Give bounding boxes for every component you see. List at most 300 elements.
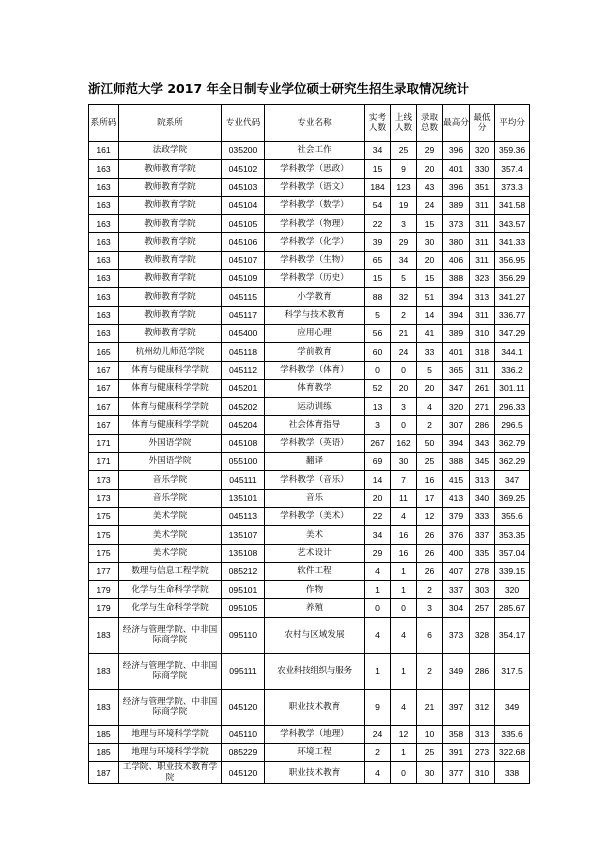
column-header-examinees: 实考人数 (365, 105, 391, 142)
dept-code-cell: 185 (89, 725, 119, 743)
major-code-cell: 045111 (222, 471, 265, 489)
dept-code-cell: 163 (89, 196, 119, 214)
min-score-cell: 320 (470, 142, 495, 160)
major-name-cell: 软件工程 (265, 562, 365, 580)
major-name-cell: 科学与技术教育 (265, 306, 365, 324)
qualified-cell: 123 (391, 178, 417, 196)
column-header-qualified: 上线人数 (391, 105, 417, 142)
min-score-cell: 337 (470, 526, 495, 544)
dept-code-cell: 187 (89, 762, 119, 784)
column-header-department: 院系所 (119, 105, 222, 142)
min-score-cell: 303 (470, 581, 495, 599)
department-cell: 美术学院 (119, 526, 222, 544)
max-score-cell: 349 (443, 653, 470, 689)
major-code-cell: 085229 (222, 744, 265, 762)
min-score-cell: 323 (470, 270, 495, 288)
major-code-cell: 045202 (222, 398, 265, 416)
min-score-cell: 351 (470, 178, 495, 196)
admitted-cell: 4 (417, 398, 443, 416)
min-score-cell: 286 (470, 416, 495, 434)
qualified-cell: 19 (391, 196, 417, 214)
department-cell: 音乐学院 (119, 471, 222, 489)
examinees-cell: 184 (365, 178, 391, 196)
major-name-cell: 学科教学（数学） (265, 196, 365, 214)
major-name-cell: 翻译 (265, 453, 365, 471)
min-score-cell: 257 (470, 599, 495, 617)
qualified-cell: 0 (391, 416, 417, 434)
examinees-cell: 56 (365, 324, 391, 342)
max-score-cell: 401 (443, 160, 470, 178)
major-code-cell: 045105 (222, 215, 265, 233)
qualified-cell: 4 (391, 617, 417, 653)
dept-code-cell: 179 (89, 599, 119, 617)
dept-code-cell: 177 (89, 562, 119, 580)
min-score-cell: 340 (470, 489, 495, 507)
major-name-cell: 学前教育 (265, 343, 365, 361)
admitted-cell: 15 (417, 270, 443, 288)
major-code-cell: 045110 (222, 725, 265, 743)
qualified-cell: 1 (391, 653, 417, 689)
major-name-cell: 社会体育指导 (265, 416, 365, 434)
min-score-cell: 273 (470, 744, 495, 762)
table-row (89, 689, 530, 725)
admitted-cell: 2 (417, 653, 443, 689)
department-cell: 体育与健康科学学院 (119, 379, 222, 397)
department-cell: 地理与环境科学学院 (119, 744, 222, 762)
max-score-cell: 347 (443, 379, 470, 397)
department-cell: 化学与生命科学学院 (119, 599, 222, 617)
table-row (89, 398, 530, 416)
max-score-cell: 391 (443, 744, 470, 762)
examinees-cell: 4 (365, 617, 391, 653)
major-name-cell: 学科教学（体育） (265, 361, 365, 379)
table-row (89, 142, 530, 160)
max-score-cell: 373 (443, 617, 470, 653)
max-score-cell: 396 (443, 142, 470, 160)
admitted-cell: 20 (417, 160, 443, 178)
examinees-cell: 14 (365, 471, 391, 489)
dept-code-cell: 163 (89, 233, 119, 251)
department-cell: 音乐学院 (119, 489, 222, 507)
max-score-cell: 400 (443, 544, 470, 562)
department-cell: 美术学院 (119, 507, 222, 525)
avg-score-cell: 343.57 (495, 215, 530, 233)
qualified-cell: 30 (391, 453, 417, 471)
avg-score-cell: 344.1 (495, 343, 530, 361)
qualified-cell: 3 (391, 215, 417, 233)
admitted-cell: 25 (417, 744, 443, 762)
major-code-cell: 045117 (222, 306, 265, 324)
avg-score-cell: 296.5 (495, 416, 530, 434)
admitted-cell: 29 (417, 142, 443, 160)
table-row (89, 160, 530, 178)
min-score-cell: 310 (470, 324, 495, 342)
min-score-cell: 313 (470, 471, 495, 489)
qualified-cell: 34 (391, 251, 417, 269)
table-row (89, 434, 530, 452)
min-score-cell: 311 (470, 215, 495, 233)
qualified-cell: 4 (391, 689, 417, 725)
admitted-cell: 30 (417, 762, 443, 784)
dept-code-cell: 175 (89, 507, 119, 525)
column-header-major-name: 专业名称 (265, 105, 365, 142)
department-cell: 体育与健康科学学院 (119, 398, 222, 416)
examinees-cell: 3 (365, 416, 391, 434)
avg-score-cell: 362.79 (495, 434, 530, 452)
min-score-cell: 278 (470, 562, 495, 580)
min-score-cell: 311 (470, 196, 495, 214)
qualified-cell: 21 (391, 324, 417, 342)
min-score-cell: 313 (470, 725, 495, 743)
examinees-cell: 0 (365, 599, 391, 617)
department-cell: 教师教育学院 (119, 270, 222, 288)
avg-score-cell: 357.4 (495, 160, 530, 178)
max-score-cell: 379 (443, 507, 470, 525)
dept-code-cell: 175 (89, 526, 119, 544)
min-score-cell: 311 (470, 306, 495, 324)
table-row (89, 251, 530, 269)
admitted-cell: 10 (417, 725, 443, 743)
min-score-cell: 261 (470, 379, 495, 397)
avg-score-cell: 320 (495, 581, 530, 599)
table-row (89, 196, 530, 214)
department-cell: 经济与管理学院、中非国际商学院 (119, 653, 222, 689)
avg-score-cell: 296.33 (495, 398, 530, 416)
examinees-cell: 15 (365, 270, 391, 288)
avg-score-cell: 356.29 (495, 270, 530, 288)
qualified-cell: 5 (391, 270, 417, 288)
max-score-cell: 396 (443, 178, 470, 196)
min-score-cell: 328 (470, 617, 495, 653)
qualified-cell: 16 (391, 544, 417, 562)
department-cell: 经济与管理学院、中非国际商学院 (119, 689, 222, 725)
dept-code-cell: 163 (89, 306, 119, 324)
department-cell: 教师教育学院 (119, 233, 222, 251)
qualified-cell: 7 (391, 471, 417, 489)
table-row (89, 744, 530, 762)
avg-score-cell: 341.58 (495, 196, 530, 214)
dept-code-cell: 183 (89, 617, 119, 653)
table-row (89, 471, 530, 489)
examinees-cell: 29 (365, 544, 391, 562)
examinees-cell: 1 (365, 581, 391, 599)
major-name-cell: 学科教学（美术） (265, 507, 365, 525)
dept-code-cell: 167 (89, 379, 119, 397)
max-score-cell: 413 (443, 489, 470, 507)
max-score-cell: 401 (443, 343, 470, 361)
major-name-cell: 艺术设计 (265, 544, 365, 562)
table-row (89, 324, 530, 342)
major-name-cell: 职业技术教育 (265, 689, 365, 725)
admitted-cell: 5 (417, 361, 443, 379)
admission-statistics-table (88, 104, 530, 784)
min-score-cell: 335 (470, 544, 495, 562)
examinees-cell: 267 (365, 434, 391, 452)
department-cell: 数理与信息工程学院 (119, 562, 222, 580)
dept-code-cell: 179 (89, 581, 119, 599)
department-cell: 教师教育学院 (119, 178, 222, 196)
examinees-cell: 20 (365, 489, 391, 507)
major-code-cell: 045204 (222, 416, 265, 434)
avg-score-cell: 359.36 (495, 142, 530, 160)
department-cell: 杭州幼儿师范学院 (119, 343, 222, 361)
table-row (89, 526, 530, 544)
table-row (89, 453, 530, 471)
avg-score-cell: 357.04 (495, 544, 530, 562)
qualified-cell: 4 (391, 507, 417, 525)
major-code-cell: 095110 (222, 617, 265, 653)
examinees-cell: 0 (365, 361, 391, 379)
max-score-cell: 373 (443, 215, 470, 233)
dept-code-cell: 173 (89, 471, 119, 489)
major-code-cell: 045400 (222, 324, 265, 342)
max-score-cell: 388 (443, 270, 470, 288)
department-cell: 经济与管理学院、中非国际商学院 (119, 617, 222, 653)
table-body (89, 142, 530, 784)
major-name-cell: 农业科技组织与服务 (265, 653, 365, 689)
max-score-cell: 389 (443, 324, 470, 342)
max-score-cell: 394 (443, 288, 470, 306)
qualified-cell: 12 (391, 725, 417, 743)
min-score-cell: 312 (470, 689, 495, 725)
major-code-cell: 045102 (222, 160, 265, 178)
table-row (89, 288, 530, 306)
major-name-cell: 运动训练 (265, 398, 365, 416)
department-cell: 教师教育学院 (119, 160, 222, 178)
admitted-cell: 43 (417, 178, 443, 196)
min-score-cell: 345 (470, 453, 495, 471)
dept-code-cell: 183 (89, 689, 119, 725)
table-row (89, 653, 530, 689)
major-code-cell: 095105 (222, 599, 265, 617)
max-score-cell: 407 (443, 562, 470, 580)
department-cell: 教师教育学院 (119, 251, 222, 269)
examinees-cell: 2 (365, 744, 391, 762)
qualified-cell: 1 (391, 562, 417, 580)
admitted-cell: 30 (417, 233, 443, 251)
column-header-max-score: 最高分 (443, 105, 470, 142)
admitted-cell: 26 (417, 526, 443, 544)
min-score-cell: 311 (470, 251, 495, 269)
max-score-cell: 394 (443, 306, 470, 324)
max-score-cell: 380 (443, 233, 470, 251)
major-code-cell: 045108 (222, 434, 265, 452)
admitted-cell: 33 (417, 343, 443, 361)
dept-code-cell: 175 (89, 544, 119, 562)
examinees-cell: 22 (365, 215, 391, 233)
max-score-cell: 304 (443, 599, 470, 617)
major-code-cell: 095111 (222, 653, 265, 689)
admitted-cell: 50 (417, 434, 443, 452)
major-name-cell: 环境工程 (265, 744, 365, 762)
major-code-cell: 035200 (222, 142, 265, 160)
min-score-cell: 271 (470, 398, 495, 416)
major-name-cell: 学科教学（英语） (265, 434, 365, 452)
max-score-cell: 394 (443, 434, 470, 452)
table-row (89, 762, 530, 784)
department-cell: 法政学院 (119, 142, 222, 160)
admitted-cell: 25 (417, 453, 443, 471)
major-code-cell: 135107 (222, 526, 265, 544)
avg-score-cell: 347.29 (495, 324, 530, 342)
max-score-cell: 389 (443, 196, 470, 214)
examinees-cell: 13 (365, 398, 391, 416)
column-header-admitted: 录取总数 (417, 105, 443, 142)
table-row (89, 416, 530, 434)
dept-code-cell: 183 (89, 653, 119, 689)
min-score-cell: 333 (470, 507, 495, 525)
avg-score-cell: 301.11 (495, 379, 530, 397)
major-code-cell: 055100 (222, 453, 265, 471)
dept-code-cell: 163 (89, 324, 119, 342)
major-name-cell: 学科教学（语文） (265, 178, 365, 196)
avg-score-cell: 369.25 (495, 489, 530, 507)
examinees-cell: 9 (365, 689, 391, 725)
qualified-cell: 11 (391, 489, 417, 507)
dept-code-cell: 167 (89, 361, 119, 379)
major-code-cell: 045107 (222, 251, 265, 269)
min-score-cell: 311 (470, 233, 495, 251)
max-score-cell: 376 (443, 526, 470, 544)
document-title: 浙江师范大学 2017 年全日制专业学位硕士研究生招生录取情况统计 (88, 81, 469, 96)
admitted-cell: 20 (417, 379, 443, 397)
column-header-major-code: 专业代码 (222, 105, 265, 142)
table-row (89, 617, 530, 653)
table-row (89, 361, 530, 379)
min-score-cell: 318 (470, 343, 495, 361)
max-score-cell: 415 (443, 471, 470, 489)
dept-code-cell: 171 (89, 453, 119, 471)
avg-score-cell: 356.95 (495, 251, 530, 269)
table-row (89, 489, 530, 507)
qualified-cell: 16 (391, 526, 417, 544)
major-code-cell: 045109 (222, 270, 265, 288)
admitted-cell: 2 (417, 416, 443, 434)
department-cell: 教师教育学院 (119, 306, 222, 324)
qualified-cell: 0 (391, 361, 417, 379)
department-cell: 美术学院 (119, 544, 222, 562)
avg-score-cell: 355.6 (495, 507, 530, 525)
qualified-cell: 3 (391, 398, 417, 416)
qualified-cell: 24 (391, 343, 417, 361)
major-name-cell: 社会工作 (265, 142, 365, 160)
avg-score-cell: 336.2 (495, 361, 530, 379)
avg-score-cell: 341.33 (495, 233, 530, 251)
dept-code-cell: 163 (89, 215, 119, 233)
department-cell: 教师教育学院 (119, 196, 222, 214)
dept-code-cell: 163 (89, 178, 119, 196)
min-score-cell: 330 (470, 160, 495, 178)
admitted-cell: 20 (417, 251, 443, 269)
table-row (89, 599, 530, 617)
table-row (89, 507, 530, 525)
min-score-cell: 343 (470, 434, 495, 452)
major-code-cell: 045106 (222, 233, 265, 251)
min-score-cell: 310 (470, 762, 495, 784)
qualified-cell: 29 (391, 233, 417, 251)
avg-score-cell: 354.17 (495, 617, 530, 653)
major-name-cell: 农村与区域发展 (265, 617, 365, 653)
avg-score-cell: 347 (495, 471, 530, 489)
dept-code-cell: 171 (89, 434, 119, 452)
examinees-cell: 24 (365, 725, 391, 743)
major-name-cell: 作物 (265, 581, 365, 599)
examinees-cell: 54 (365, 196, 391, 214)
admitted-cell: 51 (417, 288, 443, 306)
max-score-cell: 320 (443, 398, 470, 416)
avg-score-cell: 353.35 (495, 526, 530, 544)
avg-score-cell: 336.77 (495, 306, 530, 324)
department-cell: 体育与健康科学学院 (119, 361, 222, 379)
department-cell: 工学院、职业技术教育学院 (119, 762, 222, 784)
admitted-cell: 3 (417, 599, 443, 617)
admitted-cell: 26 (417, 544, 443, 562)
major-code-cell: 095101 (222, 581, 265, 599)
dept-code-cell: 173 (89, 489, 119, 507)
table-header-row (89, 105, 530, 142)
table-row (89, 562, 530, 580)
avg-score-cell: 349 (495, 689, 530, 725)
qualified-cell: 0 (391, 599, 417, 617)
dept-code-cell: 167 (89, 398, 119, 416)
examinees-cell: 52 (365, 379, 391, 397)
department-cell: 教师教育学院 (119, 215, 222, 233)
max-score-cell: 358 (443, 725, 470, 743)
column-header-dept-code: 系所码 (89, 105, 119, 142)
table-row (89, 725, 530, 743)
table-row (89, 306, 530, 324)
major-name-cell: 美术 (265, 526, 365, 544)
major-name-cell: 音乐 (265, 489, 365, 507)
table-row (89, 343, 530, 361)
max-score-cell: 406 (443, 251, 470, 269)
qualified-cell: 25 (391, 142, 417, 160)
admitted-cell: 2 (417, 581, 443, 599)
examinees-cell: 15 (365, 160, 391, 178)
avg-score-cell: 317.5 (495, 653, 530, 689)
major-name-cell: 小学教育 (265, 288, 365, 306)
examinees-cell: 4 (365, 762, 391, 784)
table-row (89, 544, 530, 562)
major-code-cell: 045112 (222, 361, 265, 379)
table-row (89, 270, 530, 288)
department-cell: 教师教育学院 (119, 324, 222, 342)
department-cell: 体育与健康科学学院 (119, 416, 222, 434)
admitted-cell: 14 (417, 306, 443, 324)
examinees-cell: 69 (365, 453, 391, 471)
major-code-cell: 045120 (222, 762, 265, 784)
admitted-cell: 16 (417, 471, 443, 489)
qualified-cell: 1 (391, 744, 417, 762)
max-score-cell: 388 (443, 453, 470, 471)
avg-score-cell: 335.6 (495, 725, 530, 743)
dept-code-cell: 167 (89, 416, 119, 434)
major-code-cell: 045115 (222, 288, 265, 306)
examinees-cell: 4 (365, 562, 391, 580)
dept-code-cell: 163 (89, 270, 119, 288)
major-code-cell: 045118 (222, 343, 265, 361)
major-code-cell: 085212 (222, 562, 265, 580)
major-name-cell: 养殖 (265, 599, 365, 617)
major-name-cell: 职业技术教育 (265, 762, 365, 784)
major-code-cell: 045103 (222, 178, 265, 196)
admitted-cell: 6 (417, 617, 443, 653)
examinees-cell: 88 (365, 288, 391, 306)
qualified-cell: 32 (391, 288, 417, 306)
examinees-cell: 1 (365, 653, 391, 689)
max-score-cell: 397 (443, 689, 470, 725)
department-cell: 外国语学院 (119, 434, 222, 452)
